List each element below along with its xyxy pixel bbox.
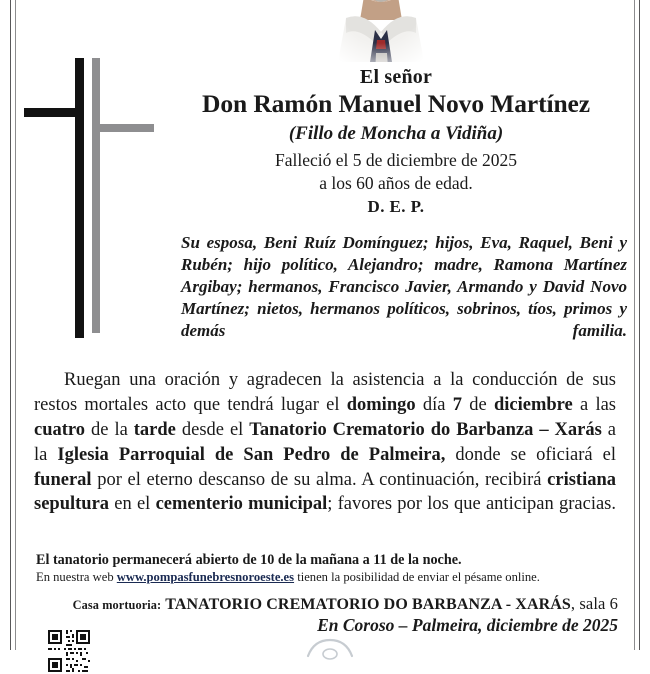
alias: (Fillo de Moncha a Vidiña)	[288, 123, 504, 145]
body-part: desde el	[175, 419, 250, 440]
mortuary-name: TANATORIO CREMATORIO DO BARBANZA - XARÁS	[165, 596, 571, 613]
emphasis-month: diciembre	[493, 394, 573, 415]
emphasis-time-of-day: tarde	[133, 419, 176, 440]
body-part: a la	[34, 419, 616, 465]
website-link[interactable]: www.pompasfunebresnoroeste.es	[116, 570, 295, 584]
emphasis-cemetery: cementerio municipal	[155, 494, 328, 515]
mortuary-room: , sala 6	[570, 594, 618, 613]
emphasis-crematorium: Tanatorio Crematorio do Barbanza – Xarás	[249, 419, 602, 440]
emphasis-day: domingo	[346, 394, 416, 415]
body-part: ; favores por los que anticipan gracias.	[327, 494, 617, 515]
qr-code-icon[interactable]	[46, 628, 92, 674]
age-at-death: a los 60 años de edad.	[319, 172, 473, 193]
body-part: de la	[85, 419, 134, 440]
mortuary-address-line	[34, 594, 618, 614]
body-part: de	[461, 394, 494, 415]
body-part: en el	[109, 494, 156, 515]
tanatorio-hours: El tanatorio permanecerá abierto de 10 de la mañana a 11 de la noche.	[36, 552, 462, 568]
emphasis-hour: cuatro	[34, 419, 86, 440]
body-part: por el eterno descanso de su alma. A continuación, recibirá	[91, 469, 548, 490]
body-part: a las	[572, 394, 616, 415]
emphasis-date: 7	[452, 394, 462, 415]
surviving-family-list: Su esposa, Beni Ruíz Domínguez; hijos, Eva, Raquel, Beni y Rubén; hijo político, Alejandro; madre, Ramona Martínez Argibay; hermanos, Francisco Javier, Armando y David Novo Martínez; nietos, hermanos políticos, sobrinos, tíos, primos y demás familia.	[181, 233, 627, 341]
deceased-portrait-photo	[322, 0, 440, 62]
body-part: día	[415, 394, 453, 415]
honorific: El señor	[359, 66, 433, 88]
condolences-website-line	[36, 570, 616, 586]
body-part: donde se oficiará el	[445, 444, 616, 465]
funeral-arrangements-text	[34, 368, 616, 542]
mortuary-label: Casa mortuoria:	[72, 598, 162, 612]
funeral-home-logo	[300, 634, 360, 660]
notice-heading-block	[165, 66, 627, 218]
body-part: Ruegan una oración y agradecen la asistencia a la conducción de sus restos mortales acto que tendrá lugar el	[34, 370, 616, 415]
emphasis-church: Iglesia Parroquial de San Pedro de Palmeira,	[57, 444, 446, 465]
memorial-cross-icon	[36, 58, 154, 338]
emphasis-burial: cristiana sepultura	[34, 469, 616, 515]
death-date: Falleció el 5 de diciembre de 2025	[274, 150, 517, 171]
emphasis-funeral: funeral	[34, 469, 92, 490]
web-suffix: tienen la posibilidad de enviar el pésame online.	[294, 570, 540, 584]
rest-in-peace: D. E. P.	[367, 196, 425, 216]
web-prefix: En nuestra web	[36, 570, 117, 584]
place-and-date: En Coroso – Palmeira, diciembre de 2025	[317, 615, 618, 635]
page-title: Don Ramón Manuel Novo Martínez	[202, 89, 590, 119]
